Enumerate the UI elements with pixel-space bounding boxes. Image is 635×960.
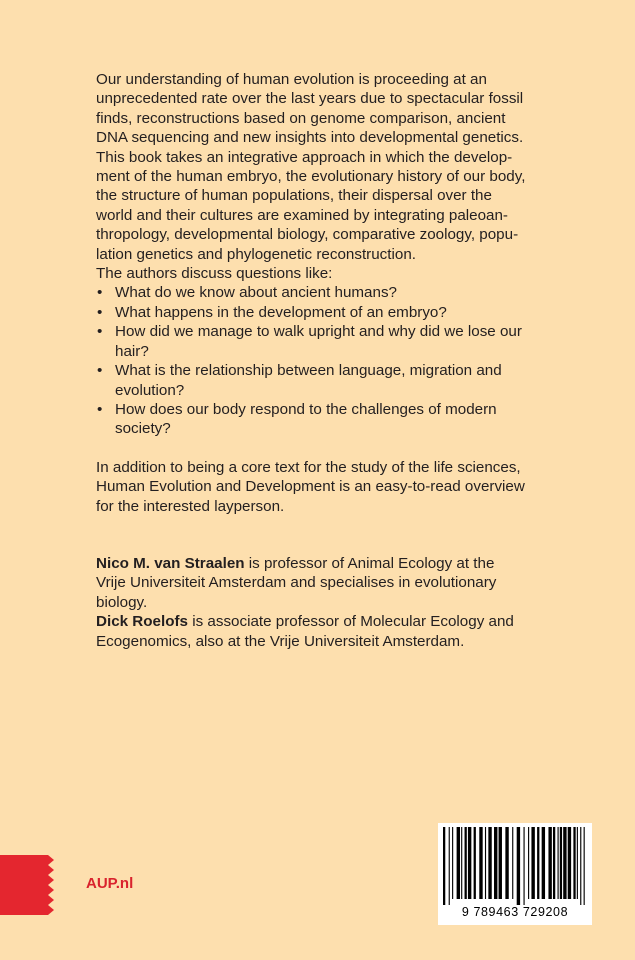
publisher-website: AUP.nl [86,875,134,892]
question-item: • How does our body respond to the challenges of modern society? [96,400,566,439]
closing-paragraph: In addition to being a core text for the study of the life sciences, Human Evolution and Development is an easy-to-read overview for the interested layperson. [96,458,525,515]
barcode-bars [443,827,587,905]
author-name: Nico M. van Straalen [96,554,245,572]
author-bio: Nico M. van Straalen is professor of Animal Ecology at the Vrije Universiteit Amsterdam and specialises in evolutionary biology. [96,554,497,611]
isbn-barcode [438,823,592,925]
back-cover-blurb [96,70,566,651]
question-item: • What happens in the development of an embryo? [96,303,566,322]
intro-paragraph: Our understanding of human evolution is proceeding at an unprecedented rate over the last years due to spectacular fossil finds, reconstructions based on genome comparison, ancient DNA sequencing and new insights into developmental genetics. This book takes an integrative approach in which the develop- ment of the human embryo, the evolutionary history of our body, the structure of human populations, their dispersal over the world and their cultures are examined by integrating paleoan- thropology, developmental biology, comparative zoology, popu- lation genetics and phylogenetic reconstruction. [96,71,526,263]
questions-intro: The authors discuss questions like: [96,265,333,283]
question-item: • What do we know about ancient humans? [96,283,566,302]
isbn-number: 9 789463 729208 [461,905,569,919]
publisher-logo-badge [0,855,48,915]
question-item: • How did we manage to walk upright and why did we lose our hair? [96,322,566,361]
author-bio: Dick Roelofs is associate professor of Molecular Ecology and Ecogenomics, also at the Vrije Universiteit Amsterdam. [96,613,514,650]
question-item: • What is the relationship between language, migration and evolution? [96,361,566,400]
questions-list [96,283,566,438]
author-name: Dick Roelofs [96,613,188,631]
